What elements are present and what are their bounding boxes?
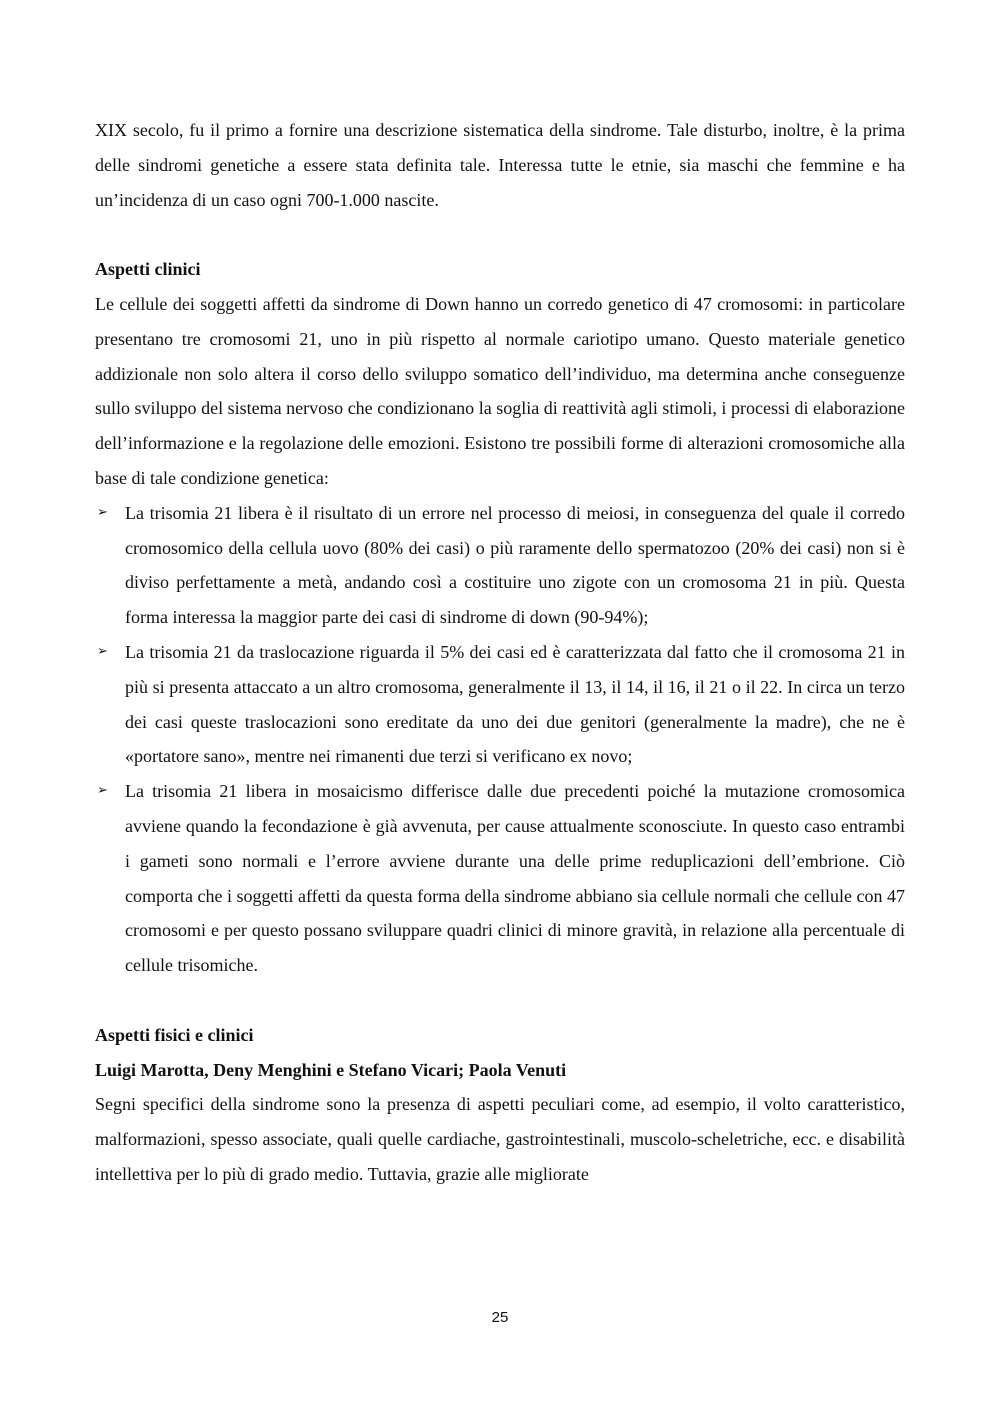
- intro-paragraph: XIX secolo, fu il primo a fornire una descrizione sistematica della sindrome. Tale disturbo, inoltre, è la prima delle sindromi genetiche a essere stata definita tale. Interessa tutte le etnie, sia maschi che femmine e ha un’incidenza di un caso ogni 700-1.000 nascite.: [95, 120, 905, 210]
- list-item-text: La trisomia 21 libera in mosaicismo differisce dalle due precedenti poiché la mutazione cromosomica avviene quando la fecondazione è già avvenuta, per cause attualmente sconosciute. In questo caso entrambi i gameti sono normali e l’errore avviene durante una delle prime reduplicazioni dell’embrione. Ciò comporta che i soggetti affetti da questa forma della sindrome abbiano sia cellule normali che cellule con 47 cromosomi e per questo possano sviluppare quadri clinici di minore gravità, in relazione alla percentuale di cellule trisomiche.: [125, 781, 905, 976]
- list-item: [95, 496, 905, 635]
- list-item-text: La trisomia 21 da traslocazione riguarda il 5% dei casi ed è caratterizzata dal fatto che il cromosoma 21 in più si presenta attaccato a un altro cromosoma, generalmente il 13, il 14, il 16, il 21 o il 22. In circa un terzo dei casi queste traslocazioni sono ereditate da uno dei due genitori (generalmente la madre), che ne è «portatore sano», mentre nei rimanenti due terzi si verificano ex novo;: [125, 641, 905, 767]
- page-number: 25: [491, 1309, 509, 1326]
- clinical-paragraph: Le cellule dei soggetti affetti da sindrome di Down hanno un corredo genetico di 47 cromosomi: in particolare presentano tre cromosomi 21, uno in più rispetto al normale cariotipo umano. Questo materiale genetico addizionale non solo altera il corso dello sviluppo somatico dell’individuo, ma determina anche conseguenze sullo sviluppo del sistema nervoso che condizionano la soglia di reattività agli stimoli, i processi di elaborazione dell’informazione e la regolazione delle emozioni. Esistono tre possibili forme di alterazioni cromosomiche alla base di tale condizione genetica:: [95, 293, 905, 488]
- section-authors: Luigi Marotta, Deny Menghini e Stefano Vicari; Paola Venuti: [95, 1059, 567, 1080]
- list-item: [95, 774, 905, 983]
- section-heading-physical: Aspetti fisici e clinici: [95, 1024, 254, 1045]
- chromosome-forms-list: [95, 496, 905, 983]
- paragraph-gap: [95, 217, 905, 252]
- arrow-bullet-icon: ➢: [97, 643, 108, 659]
- arrow-bullet-icon: ➢: [97, 504, 108, 520]
- paragraph-gap: [95, 983, 905, 1018]
- list-item: [95, 635, 905, 774]
- arrow-bullet-icon: ➢: [97, 783, 108, 799]
- list-item-text: La trisomia 21 libera è il risultato di un errore nel processo di meiosi, in conseguenza del quale il corredo cromosomico della cellula uovo (80% dei casi) o più raramente dello spermatozoo (20% dei casi) non si è diviso perfettamente a metà, andando così a costituire uno zigote con un cromosoma 21 in più. Questa forma interessa la maggior parte dei casi di sindrome di down (90-94%);: [125, 502, 905, 628]
- physical-paragraph: Segni specifici della sindrome sono la presenza di aspetti peculiari come, ad esempio, il volto caratteristico, malformazioni, spesso associate, quali quelle cardiache, gastrointestinali, muscolo-scheletriche, ecc. e disabilità intellettiva per lo più di grado medio. Tuttavia, grazie alle migliorate: [95, 1094, 905, 1184]
- section-heading-clinical: Aspetti clinici: [95, 259, 201, 280]
- document-page: [95, 113, 905, 1192]
